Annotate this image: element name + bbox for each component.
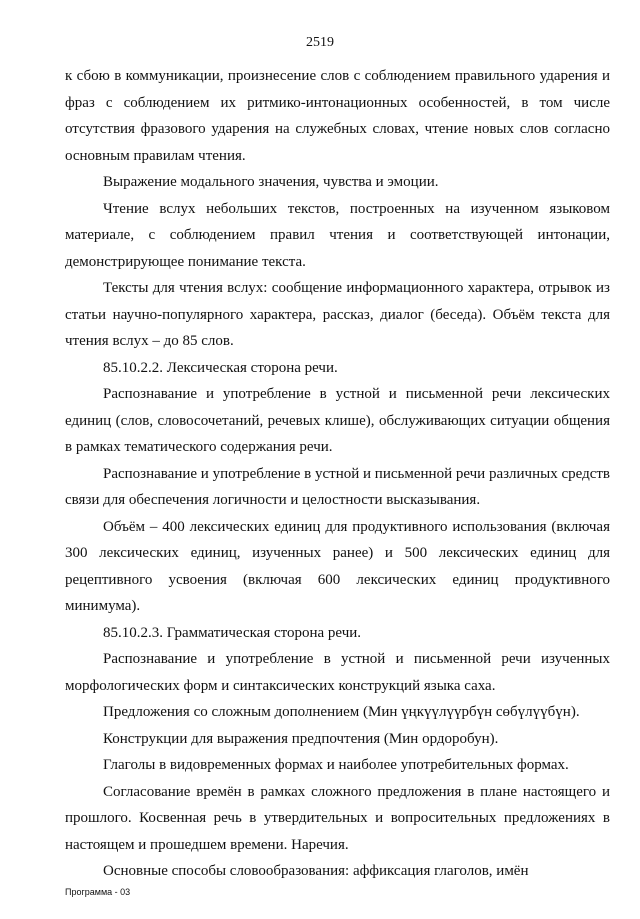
paragraph: Распознавание и употребление в устной и письменной речи изученных морфологических форм и синтаксических конструкций языка саха. bbox=[65, 651, 610, 694]
section-heading: 85.10.2.2. Лексическая сторона речи. bbox=[103, 359, 338, 376]
paragraph: к сбою в коммуникации, произнесение слов с соблюдением правильного ударения и фраз с соблюдением их ритмико-интонационных особенностей, в том числе отсутствия фразового ударения на служебных словах, чтение новых слов согласно основным правилам чтения. bbox=[65, 68, 610, 164]
body-text bbox=[65, 63, 610, 885]
section-heading: 85.10.2.3. Грамматическая сторона речи. bbox=[103, 624, 362, 641]
paragraph: Выражение модального значения, чувства и эмоции. bbox=[103, 174, 439, 190]
paragraph: Чтение вслух небольших текстов, построенных на изученном языковом материале, с соблюдением правил чтения и соответствующей интонации, демонстрирующее понимание текста. bbox=[65, 200, 610, 270]
page-footer: Программа - 03 bbox=[65, 887, 131, 897]
paragraph: Конструкции для выражения предпочтения (Мин ордоробун). bbox=[103, 730, 499, 747]
paragraph: Предложения со сложным дополнением (Мин үңкүүлүүрбүн сөбүлүүбүн). bbox=[103, 704, 580, 720]
page-number: 2519 bbox=[306, 35, 334, 50]
paragraph: Основные способы словообразования: аффиксация глаголов, имён bbox=[103, 863, 529, 879]
paragraph: Глаголы в видовременных формах и наиболее употребительных формах. bbox=[103, 757, 569, 773]
paragraph: Распознавание и употребление в устной и письменной речи различных средств связи для обеспечения логичности и целостности высказывания. bbox=[65, 465, 610, 508]
paragraph: Объём – 400 лексических единиц для продуктивного использования (включая 300 лексических единиц, изученных ранее) и 500 лексических единиц для рецептивного усвоения (включая 600 лексических единиц продуктивного минимума). bbox=[65, 518, 610, 614]
paragraph: Распознавание и употребление в устной и письменной речи лексических единиц (слов, словосочетаний, речевых клише), обслуживающих ситуации общения в рамках тематического содержания речи. bbox=[65, 386, 610, 455]
paragraph: Тексты для чтения вслух: сообщение информационного характера, отрывок из статьи научно-популярного характера, рассказ, диалог (беседа). Объём текста для чтения вслух – до 85 слов. bbox=[65, 280, 610, 349]
paragraph: Согласование времён в рамках сложного предложения в плане настоящего и прошлого. Косвенная речь в утвердительных и вопросительных предложениях в настоящем и прошедшем времени. Наречия. bbox=[65, 783, 610, 853]
